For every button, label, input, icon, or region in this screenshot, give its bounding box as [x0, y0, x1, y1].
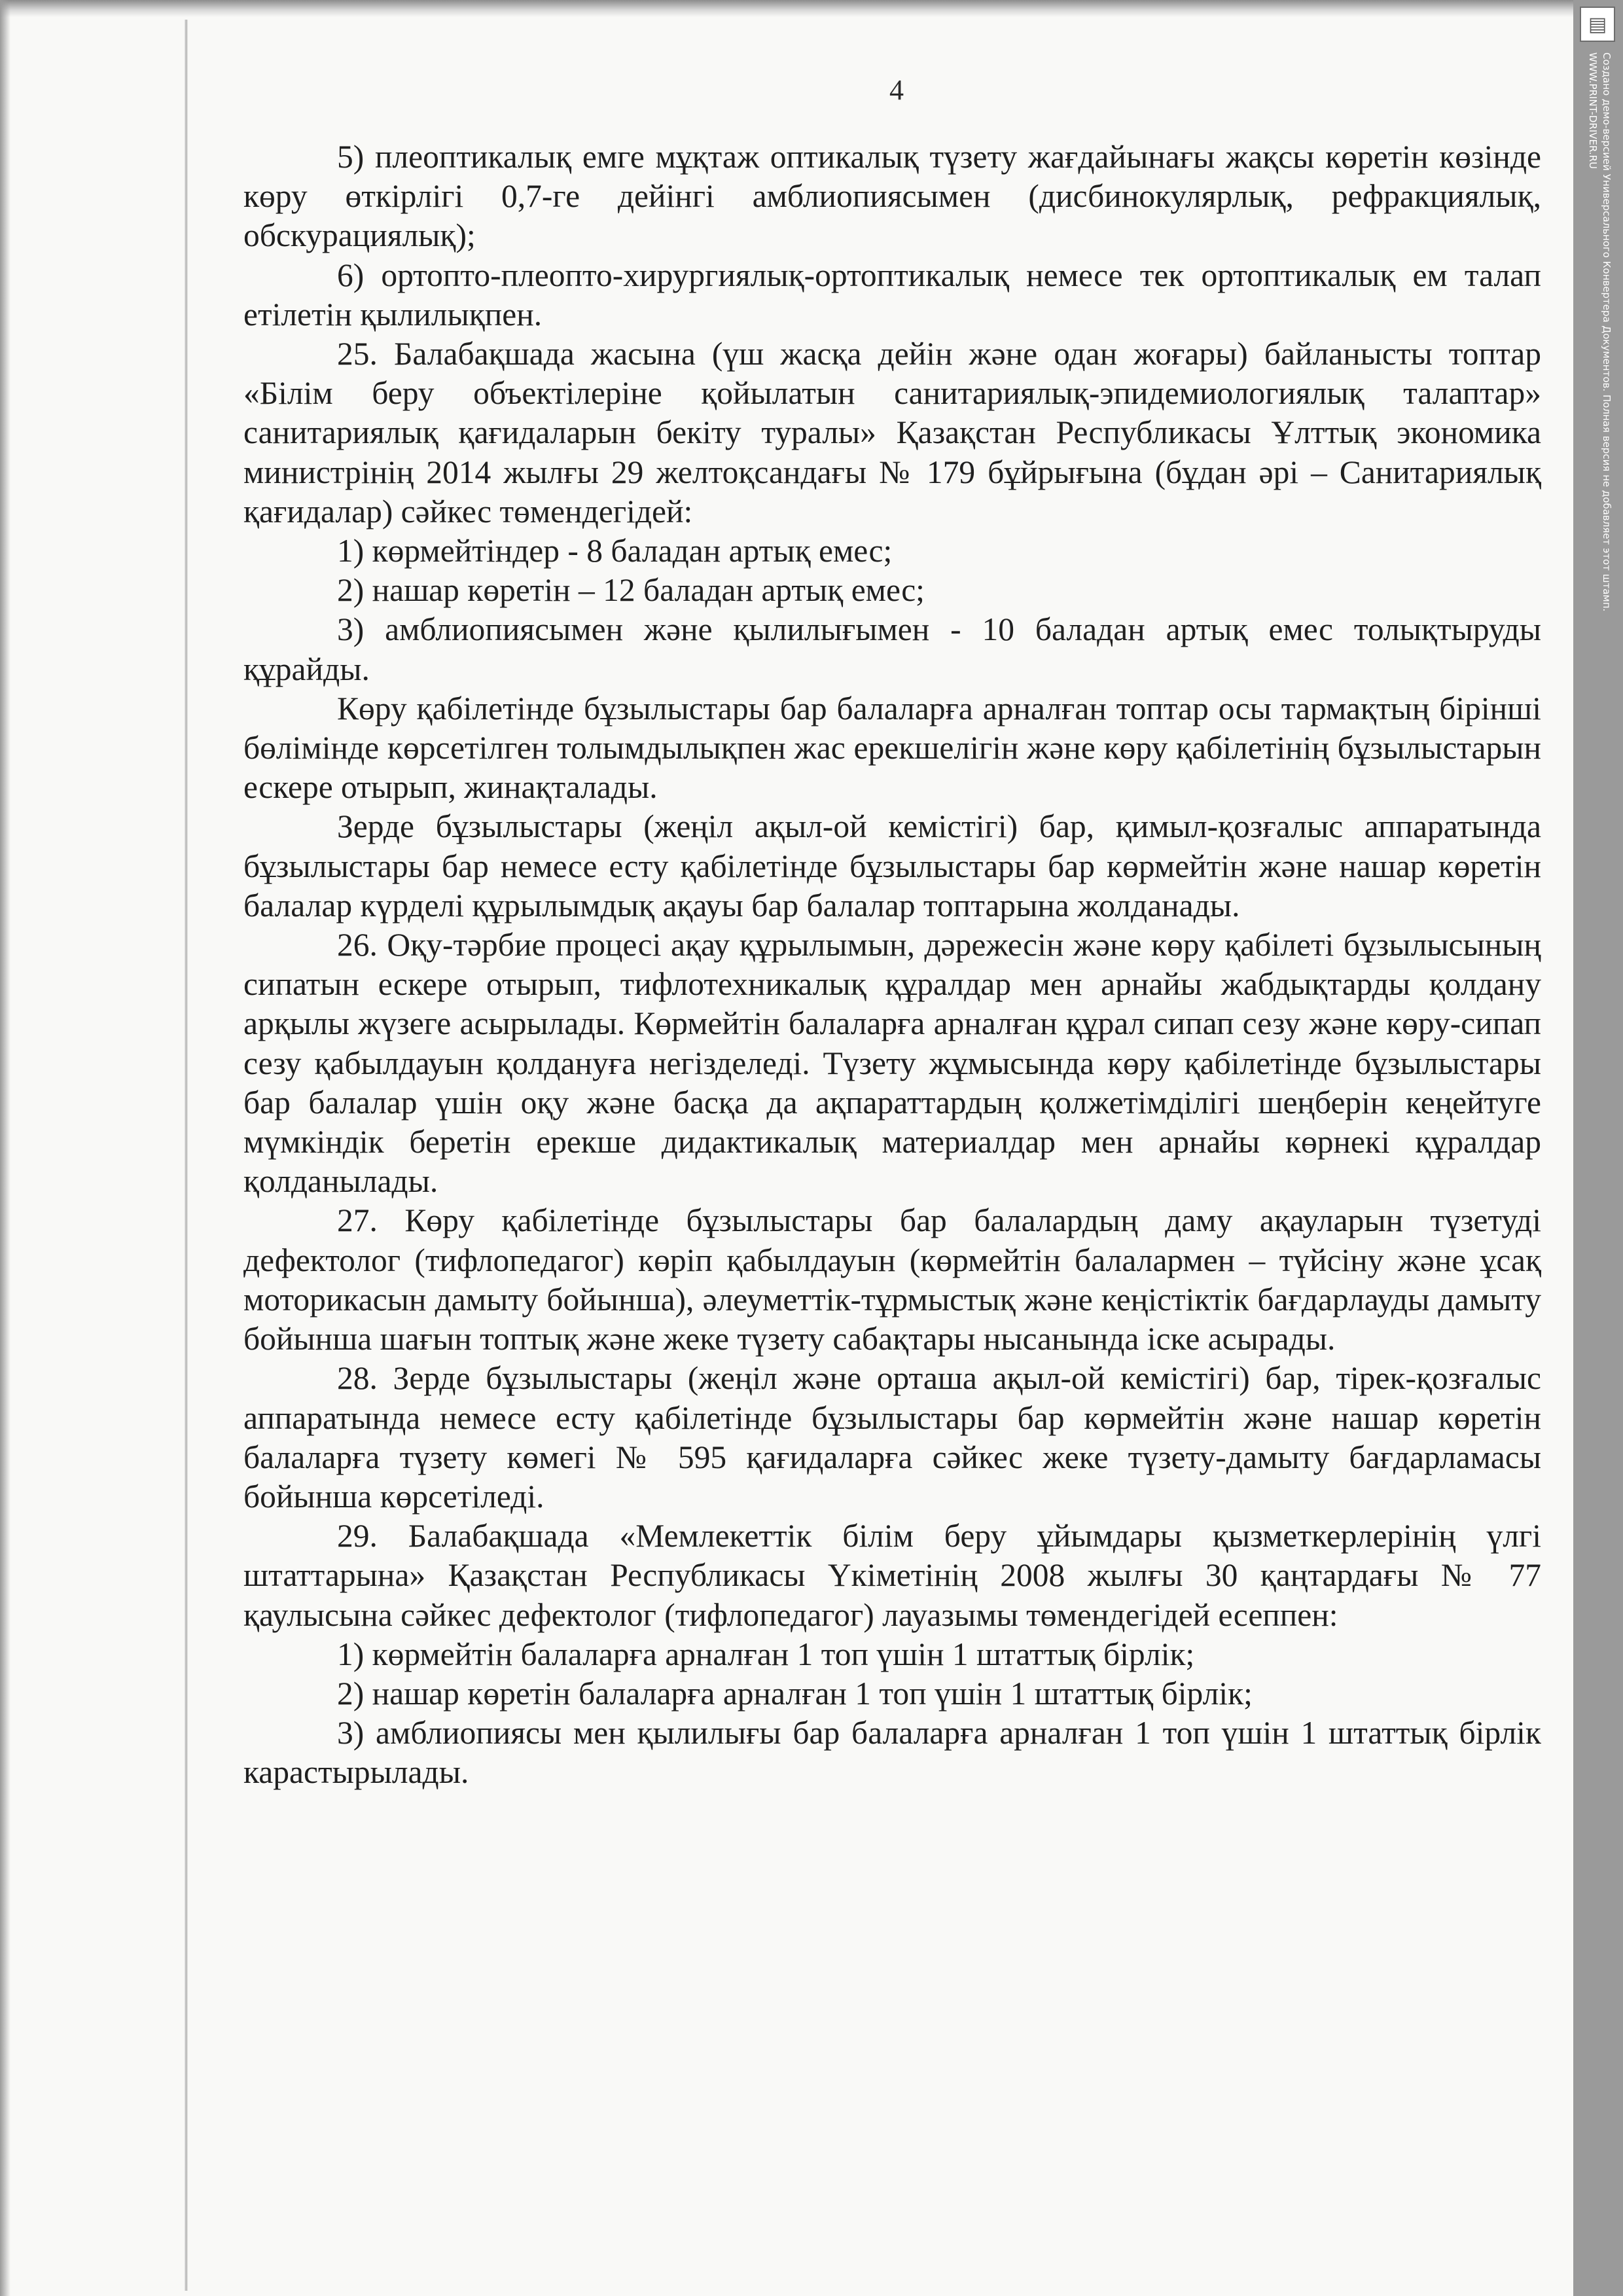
- paragraph: 25. Балабақшада жасына (үш жасқа дейін және одан жоғары) байланысты топтар «Білім беру объектілеріне қойылатын санитариялық-эпидемиологиялық талаптар» санитариялық қағидаларын бекіту туралы» Қазақстан Республикасы Ұлттық экономика министрінің 2014 жылғы 29 желтоқсандағы № 179 бұйрығына (бұдан әрі – Санитариялық қағидалар) сәйкес төмендегідей:: [243, 336, 1541, 529]
- scan-left-shadow: [0, 0, 10, 2296]
- binding-line: [185, 20, 188, 2291]
- paragraph: 3) амблиопиясы мен қылилығы бар балаларға арналған 1 топ үшін 1 штаттық бірлік карастырылады.: [243, 1715, 1541, 1791]
- paragraph: 28. Зерде бұзылыстары (жеңіл және орташа ақыл-ой кемістігі) бар, тірек-қозғалыс аппаратында немесе есту қабілетінде бұзылыстары бар көрмейтін және нашар көретін балаларға түзету көмегі № 595 қағидаларға сәйкес жеке түзету-дамыту бағдарламасы бойынша көрсетіледі.: [243, 1360, 1541, 1515]
- paragraph: 2) нашар көретін балаларға арналған 1 топ үшін 1 штаттық бірлік;: [337, 1675, 1253, 1712]
- paragraph: 26. Оқу-тәрбие процесі ақау құрылымын, дәрежесін және көру қабілеті бұзылысының сипатын ескере отырып, тифлотехникалық құралдар мен арнайы жабдықтарды қолдану арқылы жүзеге асырылады. Көрмейтін балаларға арналған құрал сипап сезу және көру-сипап сезу қабылдауын қолдануға негізделеді. Түзету жұмысында көру қабілетінде бұзылыстары бар балалар үшін оқу және басқа да ақпараттардың қолжетімділігі шеңберін кеңейтуге мүмкіндік беретін ерекше дидактикалық материалдар мен арнайы көрнекі құралдар қолданылады.: [243, 927, 1541, 1200]
- paragraph: 6) ортопто-плеопто-хирургиялық-ортоптикалық немесе тек ортоптикалық ем талап етілетін қылилықпен.: [243, 257, 1541, 332]
- paragraph: 5) плеоптикалық емге мұқтаж оптикалық түзету жағдайынағы жақсы көретін көзінде көру өткірлігі 0,7-ге дейінгі амблиопиясымен (дисбинокулярлық, рефракциялық, обскурациялық);: [243, 139, 1541, 254]
- paragraph: 1) көрмейтін балаларға арналған 1 топ үшін 1 штаттық бірлік;: [337, 1636, 1195, 1672]
- stamp-line-1: Создано демо-версией Универсального Конвертера Документов. Полная версия не добавляет этот штамп.: [1601, 52, 1613, 612]
- document-converter-logo-icon: ▤: [1580, 7, 1615, 42]
- paragraph: 27. Көру қабілетінде бұзылыстары бар балалардың даму ақауларын түзетуді дефектолог (тифлопедагог) көріп қабылдауын (көрмейтін балалармен – түйсіну және ұсақ моторикасын дамыту бойынша), әлеуметтік-тұрмыстық және кеңістіктік бағдарлауды дамыту бойынша шағын топтық және жеке түзету сабақтары нысанында іске асырады.: [243, 1202, 1541, 1357]
- paragraph: 3) амблиопиясымен және қылилығымен - 10 баладан артық емес толықтыруды құрайды.: [243, 611, 1541, 687]
- paragraph: Зерде бұзылыстары (жеңіл ақыл-ой кемістігі) бар, қимыл-қозғалыс аппаратында бұзылыстары бар немесе есту қабілетінде бұзылыстары бар көрмейтін және нашар көретін балалар күрделі құрылымдық ақауы бар балалар топтарына жолданады.: [243, 808, 1541, 924]
- paragraph: Көру қабілетінде бұзылыстары бар балаларға арналған топтар осы тармақтың бірінші бөлімінде көрсетілген толымдылықпен жас ерекшелігін және көру қабілетінің бұзылыстарын ескере отырып, жинақталады.: [243, 690, 1541, 806]
- paragraph: 1) көрмейтіндер - 8 баладан артық емес;: [337, 533, 893, 569]
- paragraph: 29. Балабақшада «Мемлекеттік білім беру ұйымдары қызметкерлерінің үлгі штаттарына» Қазақстан Республикасы Үкіметінің 2008 жылғы 30 қаңтардағы № 77 қаулысына сәйкес дефектолог (тифлопедагог) лауазымы төмендегідей есеппен:: [243, 1518, 1541, 1633]
- stamp-line-2: WWW.PRINT-DRIVER.RU: [1587, 52, 1599, 170]
- scan-top-shadow: [0, 0, 1584, 17]
- page-number: 4: [889, 74, 904, 106]
- converter-stamp-text: [1583, 52, 1613, 707]
- document-body: [243, 137, 1541, 1793]
- paragraph: 2) нашар көретін – 12 баладан артық емес;: [337, 572, 925, 609]
